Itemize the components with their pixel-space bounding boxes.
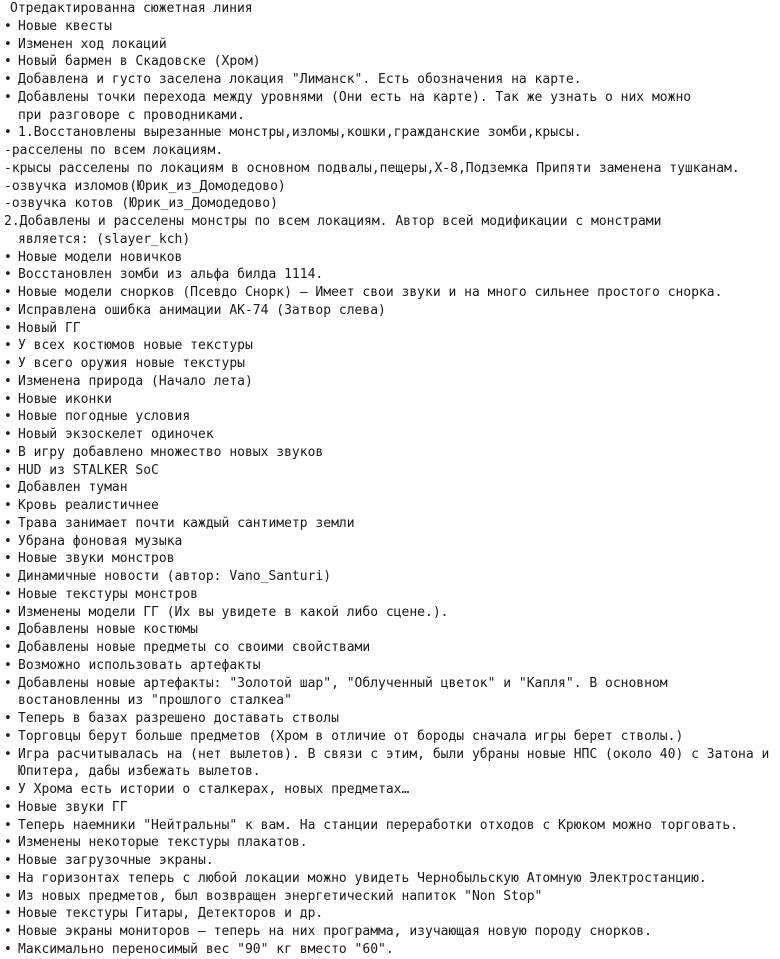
bullet-icon: • [4,462,12,478]
bullet-icon: • [4,853,12,868]
bullet-list-item [4,53,780,71]
list-item-text: Изменена природа (Начало лета) [18,373,253,389]
bullet-icon: • [4,835,12,851]
bullet-list-item [4,89,780,107]
bullet-list-item [4,710,780,728]
bullet-list-item [4,781,780,799]
list-item-text: Добавлены новые предметы со своими свойствами [18,640,371,655]
list-item-text: Торговцы берут больше предметов (Хром в отличие от бороды сначала игры берет стволы.) [18,728,684,744]
bullet-icon: • [4,551,12,567]
bullet-icon: • [4,125,12,141]
bullet-icon: • [4,338,12,354]
list-item-text: Новые текстуры монстров [18,586,199,602]
document-title: Отредактированна сюжетная линия [10,1,253,16]
bullet-icon: • [4,54,12,70]
list-item-text: Возможно использовать артефакты [18,657,261,673]
bullet-icon: • [4,746,12,762]
bullet-list-item [4,36,780,54]
continuation-line: востановленны из "прошлого сталкеа" [18,693,292,709]
bullet-list-item [4,568,780,586]
list-item-text: У Хрома есть истории о сталкерах, новых предметах… [18,782,410,797]
list-item-text: У всех костюмов новые текстуры [18,338,253,354]
bullet-icon: • [4,249,12,265]
bullet-icon: • [4,515,12,531]
bullet-icon: • [4,409,12,425]
bullet-list-item [4,373,780,391]
list-item-text: Исправлена ошибка анимации АК-74 (Затвор слева) [18,302,386,318]
bullet-list-item [4,817,780,835]
bullet-list-item [4,799,780,817]
bullet-list-item [4,124,780,142]
list-item-text: Теперь наемники "Нейтральны" к вам. На станции переработки отходов с Крюком можно торговать. [18,817,739,833]
list-item-text: Новые звуки монстров [18,551,175,567]
list-item-text: Изменен ход локаций [18,36,167,52]
list-item-text: Новый экзоскелет одиночек [18,427,214,442]
list-item-text: Трава занимает почти каждый сантиметр земли [18,515,355,531]
list-item-text: Убрана фоновая музыка [18,533,183,549]
bullet-icon: • [4,18,12,34]
bullet-icon: • [4,302,12,318]
bullet-list-item [4,675,780,693]
changelog-list [4,18,780,959]
bullet-list-item [4,923,780,941]
bullet-icon: • [4,373,12,389]
bullet-list-item [4,444,780,462]
list-item-text: Новые загрузочные экраны. [18,853,214,868]
bullet-icon: • [4,320,12,336]
bullet-list-item [4,621,780,639]
bullet-list-item [4,657,780,675]
bullet-icon: • [4,711,12,726]
list-item-text: Теперь в базах разрешено доставать стволы [18,711,339,726]
bullet-icon: • [4,782,12,797]
list-item-text: В игру добавлено множество новых звуков [18,444,324,460]
list-item-text: 1.Восстановлены вырезанные монстры,изломы,кошки,гражданские зомби,крысы. [18,125,582,141]
bullet-icon: • [4,640,12,655]
list-item-text: Динамичные новости (автор: Vano_Santuri) [18,569,332,584]
plain-line: -озвучка котов (Юрик_из_Домодедово) [4,196,278,212]
list-item-text: Максимально переносимый вес "90" кг вместо "60". [18,941,394,957]
list-item-text: Новый ГГ [18,320,81,336]
continuation-line: при разговоре с проводниками. [18,107,245,123]
bullet-list-item [4,284,780,302]
bullet-list-item [4,462,780,480]
continuation-line: Юпитера, дабы избежать вылетов. [18,764,261,780]
bullet-list-item [4,320,780,338]
list-item-text: Игра расчитывалась на (нет вылетов). В связи с этим, были убраны новые НПС (около 40) с Затона и [18,746,770,762]
plain-line: -крысы расселены по локациям в основном подвалы,пещеры,Х-8,Подземка Припяти заменена тушканам. [4,160,740,176]
bullet-list-item [4,852,780,870]
list-item-text: Новые иконки [18,391,112,407]
list-item-text: Добавлена и густо заселена локация "Лиманск". Есть обозначения на карте. [18,72,582,87]
list-item-text: HUD из STALKER SoC [18,462,159,478]
list-item-text: Из новых предметов, был возвращен энергетический напиток "Non Stop" [18,888,543,904]
bullet-list-item [4,249,780,267]
bullet-list-item [4,888,780,906]
bullet-icon: • [4,427,12,442]
bullet-icon: • [4,675,12,691]
bullet-icon: • [4,622,12,638]
bullet-list-item [4,408,780,426]
bullet-list-item [4,941,780,959]
bullet-list-item [4,355,780,373]
bullet-list-item [4,479,780,497]
list-item-text: Восстановлен зомби из альфа билда 1114. [18,267,324,283]
list-item-text: Кровь реалистичнее [18,498,159,513]
list-item-text: Добавлены новые артефакты: "Золотой шар", "Облученный цветок" и "Капля". В основном [18,675,668,691]
bullet-list-item [4,834,780,852]
bullet-icon: • [4,267,12,283]
list-item-text: Новые звуки ГГ [18,799,128,815]
bullet-list-item [4,639,780,657]
list-item-text: Добавлен туман [18,480,128,496]
bullet-icon: • [4,569,12,584]
bullet-icon: • [4,72,12,87]
bullet-list-item [4,905,780,923]
bullet-list-item [4,604,780,622]
list-item-text: Новые модели новичков [18,249,183,265]
bullet-icon: • [4,906,12,922]
bullet-list-item [4,586,780,604]
bullet-icon: • [4,356,12,371]
bullet-icon: • [4,391,12,407]
bullet-icon: • [4,888,12,904]
bullet-list-item [4,266,780,284]
bullet-icon: • [4,36,12,52]
list-item-text: Новые экраны мониторов – теперь на них программа, изучающая новую породу снорков. [18,924,652,939]
bullet-icon: • [4,285,12,300]
bullet-icon: • [4,444,12,460]
changelog-document [4,0,780,959]
list-item-text: Изменены модели ГГ (Их вы увидете в какой либо сцене.). [18,604,449,620]
bullet-icon: • [4,728,12,744]
bullet-list-item [4,728,780,746]
bullet-icon: • [4,799,12,815]
list-item-text: Новые текстуры Гитары, Детекторов и др. [18,906,324,922]
bullet-icon: • [4,941,12,957]
plain-line: 2.Добавлены и расселены монстры по всем локациям. Автор всей модификации с монстрами [4,214,662,229]
list-item-text: Добавлены новые костюмы [18,622,199,638]
bullet-list-item [4,391,780,409]
list-item-text: Добавлены точки перехода между уровнями (Они есть на карте). Так же узнать о них можно [18,89,692,105]
list-item-text: У всего оружия новые текстуры [18,356,245,371]
list-item-text: На горизонтах теперь с любой локации можно увидеть Чернобыльскую Атомную Электростанцию. [18,870,707,886]
bullet-list-item [4,533,780,551]
bullet-icon: • [4,870,12,886]
bullet-list-item [4,71,780,89]
plain-line: -озвучка изломов(Юрик_из_Домодедово) [4,178,286,194]
bullet-list-item [4,426,780,444]
bullet-list-item [4,870,780,888]
bullet-icon: • [4,604,12,620]
list-item-text: Новые модели снорков (Псевдо Снорк) – Имеет свои звуки и на много сильнее простого снорка. [18,285,723,300]
continuation-line: является: (slayer_kch) [18,231,191,247]
bullet-list-item [4,746,780,764]
bullet-list-item [4,18,780,36]
bullet-list-item [4,302,780,320]
bullet-icon: • [4,89,12,105]
bullet-list-item [4,337,780,355]
bullet-list-item [4,497,780,515]
bullet-icon: • [4,924,12,939]
bullet-icon: • [4,480,12,496]
bullet-icon: • [4,657,12,673]
bullet-icon: • [4,817,12,833]
list-item-text: Изменены некоторые текстуры плакатов. [18,835,308,851]
bullet-icon: • [4,586,12,602]
bullet-list-item [4,550,780,568]
list-item-text: Новые погодные условия [18,409,191,425]
list-item-text: Новый бармен в Скадовске (Хром) [18,54,261,70]
bullet-list-item [4,515,780,533]
bullet-icon: • [4,498,12,513]
list-item-text: Новые квесты [18,18,112,34]
bullet-icon: • [4,533,12,549]
plain-line: -расселены по всем локациям. [4,143,224,158]
